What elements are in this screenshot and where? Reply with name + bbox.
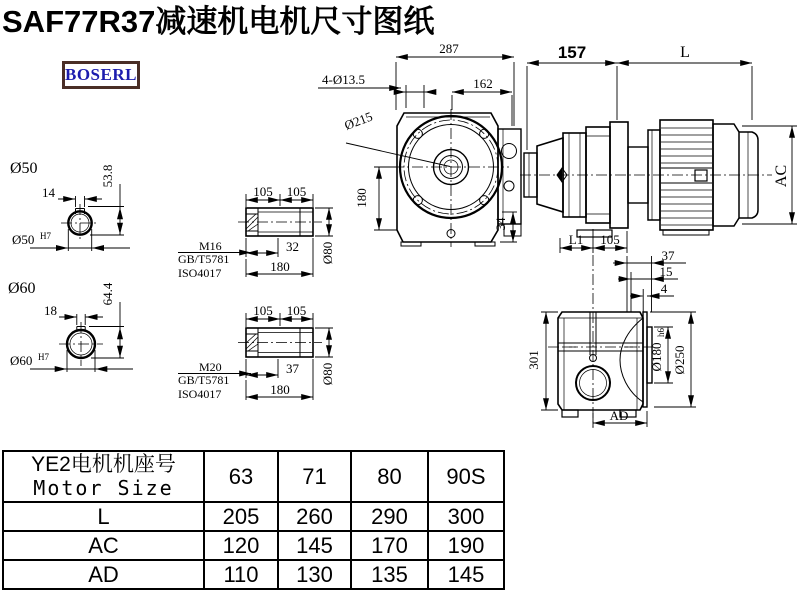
standard-note-2b: ISO4017: [178, 387, 222, 401]
cell-l-71: 260: [278, 502, 351, 531]
note-flange-dia: Ø215: [342, 108, 375, 133]
dim-rear-spigot: Ø180: [649, 342, 664, 372]
dim-rear-c: 4: [660, 281, 668, 296]
cell-ac-71: 145: [278, 531, 351, 560]
motor-size-table: [2, 450, 505, 590]
dim-rear-b: 15: [659, 264, 673, 279]
cell-ad-71: 130: [278, 560, 351, 589]
cell-l-80: 290: [351, 502, 428, 531]
dim-total-height-50: 53.8: [100, 164, 115, 188]
hole-view-1: [10, 160, 130, 251]
table-col-63: 63: [204, 451, 278, 502]
rear-view: [526, 248, 696, 428]
shaft-view-1: [178, 184, 335, 280]
dim-shaft2-total: 180: [270, 382, 290, 397]
shaft-view-2: [178, 303, 335, 401]
front-view: [318, 41, 521, 247]
dim-side-motor-dia: AC: [773, 164, 790, 188]
dim-rear-a: 37: [661, 248, 675, 263]
dim-shaft1-b: 105: [286, 184, 307, 199]
dim-shaft2-key: 37: [286, 361, 299, 376]
table-col-80: 80: [351, 451, 428, 502]
cell-ad-63: 110: [204, 560, 278, 589]
dim-key-width-50: 14: [42, 185, 55, 200]
dim-side-gearbox-len: 157: [557, 43, 587, 62]
cell-ad-90s: 145: [428, 560, 504, 589]
dim-total-height-60: 64.4: [100, 282, 115, 306]
standard-note-1b: ISO4017: [178, 266, 222, 280]
table-row-ad: [3, 560, 504, 589]
cell-ad-80: 135: [351, 560, 428, 589]
dim-front-flange-width: 162: [473, 76, 493, 91]
table-header-cn: YE2电机机座号: [31, 453, 176, 476]
dim-rear-flange: Ø250: [672, 345, 687, 375]
row-label-ac: AC: [3, 531, 204, 560]
thread-note-m16: M16: [199, 239, 222, 253]
cell-l-63: 205: [204, 502, 278, 531]
standard-note-1a: GB/T5781: [178, 252, 230, 266]
dim-side-motor-len: L: [680, 44, 690, 61]
table-row-ac: [3, 531, 504, 560]
dim-shaft2-b: 105: [286, 303, 307, 318]
dim-shaft1-total: 180: [270, 259, 290, 274]
hole-view-2: [8, 280, 133, 372]
dim-shaft2-dia: Ø80: [320, 362, 335, 386]
dim-shaft2-a: 105: [253, 303, 273, 318]
dim-key-width-60: 18: [44, 303, 57, 318]
dim-front-foot: 34: [493, 217, 508, 231]
dim-front-width: 287: [439, 41, 459, 56]
side-view: [520, 43, 797, 253]
row-label-l: L: [3, 502, 204, 531]
brand-logo-text: BOSERL: [65, 65, 137, 84]
dim-bore-50-tol: H7: [40, 231, 51, 241]
dim-rear-spigot-tol: h6: [656, 328, 666, 337]
table-header-motor-size: [3, 451, 204, 502]
dim-shaft1-key: 32: [286, 239, 299, 254]
dim-front-height: 180: [354, 188, 369, 208]
dim-bore-60: Ø60: [10, 353, 33, 368]
standard-note-2a: GB/T5781: [178, 373, 230, 387]
dim-side-adapter: 105: [600, 232, 620, 247]
table-row-l: [3, 502, 504, 531]
dim-label-d60: Ø60: [8, 280, 36, 297]
dim-side-l1: L1: [568, 232, 584, 247]
note-bolt-holes: 4-Ø13.5: [322, 72, 365, 87]
dim-bore-60-tol: H7: [38, 352, 49, 362]
dim-label-d50: Ø50: [10, 160, 38, 177]
dim-rear-ad: AD: [609, 408, 629, 423]
cell-ac-80: 170: [351, 531, 428, 560]
dim-shaft1-a: 105: [253, 184, 273, 199]
cell-ac-90s: 190: [428, 531, 504, 560]
cell-l-90s: 300: [428, 502, 504, 531]
table-col-71: 71: [278, 451, 351, 502]
thread-note-m20: M20: [199, 360, 222, 374]
cell-ac-63: 120: [204, 531, 278, 560]
table-header-en: Motor Size: [33, 476, 174, 500]
dim-bore-50: Ø50: [12, 232, 35, 247]
row-label-ad: AD: [3, 560, 204, 589]
table-col-90s: 90S: [428, 451, 504, 502]
dim-rear-height: 301: [526, 350, 541, 370]
dim-shaft1-dia: Ø80: [320, 241, 335, 265]
page-title: SAF77R37减速机电机尺寸图纸: [2, 4, 435, 39]
